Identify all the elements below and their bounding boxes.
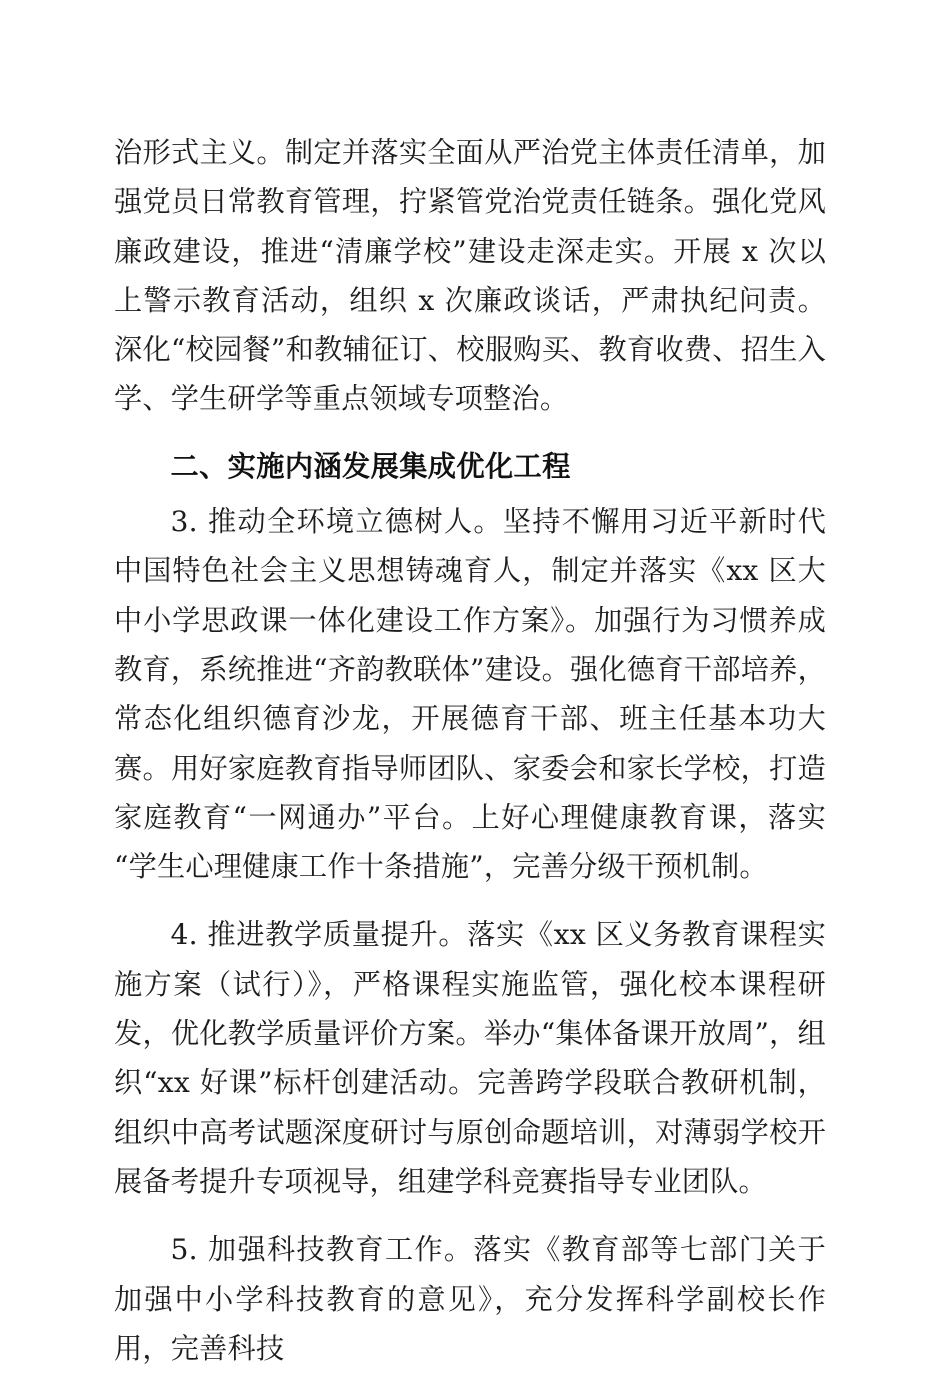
section-heading-two: 二、实施内涵发展集成优化工程 (170, 449, 571, 483)
paragraph-item-3: 3. 推动全环境立德树人。坚持不懈用习近平新时代中国特色社会主义思想铸魂育人，制定并落实《xx 区大中小学思政课一体化建设工作方案》。加强行为习惯养成教育，系统推进“齐韵教联体”建设。强化德育干部培养，常态化组织德育沙龙，开展德育干部、班主任基本功大赛。用好家庭教育指导师团队、家委会和家长学校，打造家庭教育“一网通办”平台。上好心理健康教育课，落实“学生心理健康工作十条措施”，完善分级干预机制。 (114, 505, 826, 884)
paragraph-continued-from-previous-page: 治形式主义。制定并落实全面从严治党主体责任清单，加强党员日常教育管理，拧紧管党治党责任链条。强化党风廉政建设，推进“清廉学校”建设走深走实。开展 x 次以上警示教育活动，组织 x 次廉政谈话，严肃执纪问责。深化“校园餐”和教辅征订、校服购买、教育收费、招生入学、学生研学等重点领域专项整治。 (114, 136, 826, 416)
paragraph-item-5: 5. 加强科技教育工作。落实《教育部等七部门关于加强中小学科技教育的意见》，充分发挥科学副校长作用，完善科技 (114, 1233, 826, 1365)
document-body (114, 128, 826, 1373)
paragraph-item-4: 4. 推进教学质量提升。落实《xx 区义务教育课程实施方案（试行）》，严格课程实施监管，强化校本课程研发，优化教学质量评价方案。举办“集体备课开放周”，组织“xx 好课”标杆创建活动。完善跨学段联合教研机制，组织中高考试题深度研讨与原创命题培训，对薄弱学校开展备考提升专项视导，组建学科竞赛指导专业团队。 (114, 918, 826, 1198)
